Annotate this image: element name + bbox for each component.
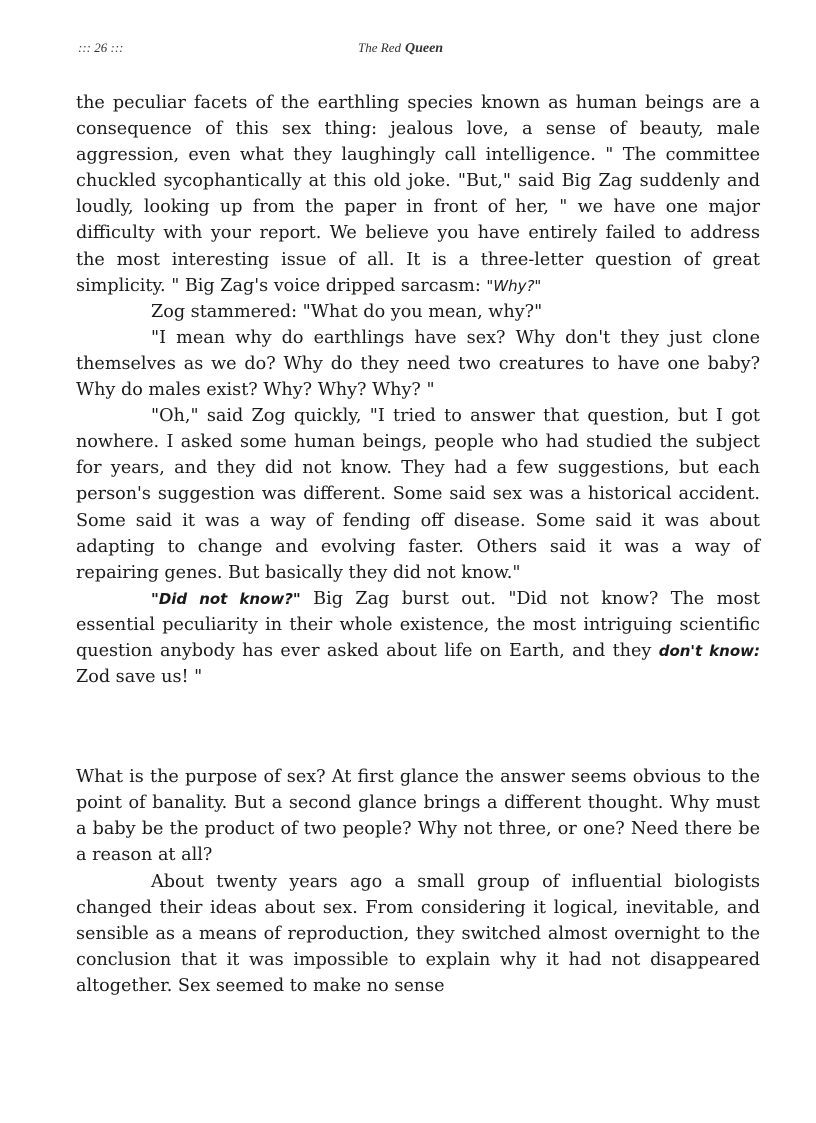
paragraph: What is the purpose of sex? At first glance the answer seems obvious to the point of banality. But a second glance brings a different thought. Why must a baby be the product of two people? Why not three, or one? Need there be a reason at all? — [76, 767, 760, 866]
section-break — [76, 690, 760, 764]
page-header — [78, 40, 758, 60]
emphasis-text: "Did not know?" — [151, 589, 301, 608]
running-title-accent: Queen — [404, 41, 444, 56]
emphasis-text: "Why?" — [486, 276, 542, 295]
emphasis-text: don't know: — [658, 641, 760, 660]
paragraph — [76, 586, 760, 690]
body-text — [76, 90, 760, 999]
paragraph-text: Big Zag burst out. "Did not know? The most essential peculiarity in their whole existence, the most intriguing scientific question anybody has ever asked about life on Earth, and they — [76, 588, 761, 661]
paragraph-text: the peculiar facets of the earthling species known as human beings are a consequence of this sex thing: jealous love, a sense of beauty, male aggression, even what they laughingly call intelligence. " The committee chuckled sycophantically at this old joke. "But," said Big Zag suddenly and loudly, looking up from the paper in front of her, " we have one major difficulty with your report. We believe you have entirely failed to address the most interesting issue of all. It is a three-letter question of great simplicity. " Big Zag's voice dripped sarcasm: — [76, 93, 760, 296]
running-title-text: The Red — [358, 40, 401, 55]
paragraph: About twenty years ago a small group of influential biologists changed their ideas about sex. From considering it logical, inevitable, and sensible as a means of reproduction, they switched almost overnight to the conclusion that it was impossible to explain why it had not disappeared altogether. Sex seemed to make no sense — [76, 871, 760, 996]
paragraph: "I mean why do earthlings have sex? Why don't they just clone themselves as we do? Why do they need two creatures to have one baby? Why do males exist? Why? Why? Why? " — [76, 327, 760, 401]
page-number: ::: 26 ::: — [78, 40, 124, 55]
paragraph: "Oh," said Zog quickly, "I tried to answer that question, but I got nowhere. I asked some human beings, people who had studied the subject for years, and they did not know. They had a few suggestions, but each person's suggestion was different. Some said sex was a historical accident. Some said it was a way of fending off disease. Some said it was about adapting to change and evolving faster. Others said it was a way of repairing genes. But basically they did not know." — [76, 406, 760, 583]
paragraph-text: Zod save us! " — [76, 667, 203, 688]
paragraph — [76, 90, 760, 299]
paragraph: Zog stammered: "What do you mean, why?" — [151, 301, 543, 322]
running-title — [358, 40, 443, 57]
